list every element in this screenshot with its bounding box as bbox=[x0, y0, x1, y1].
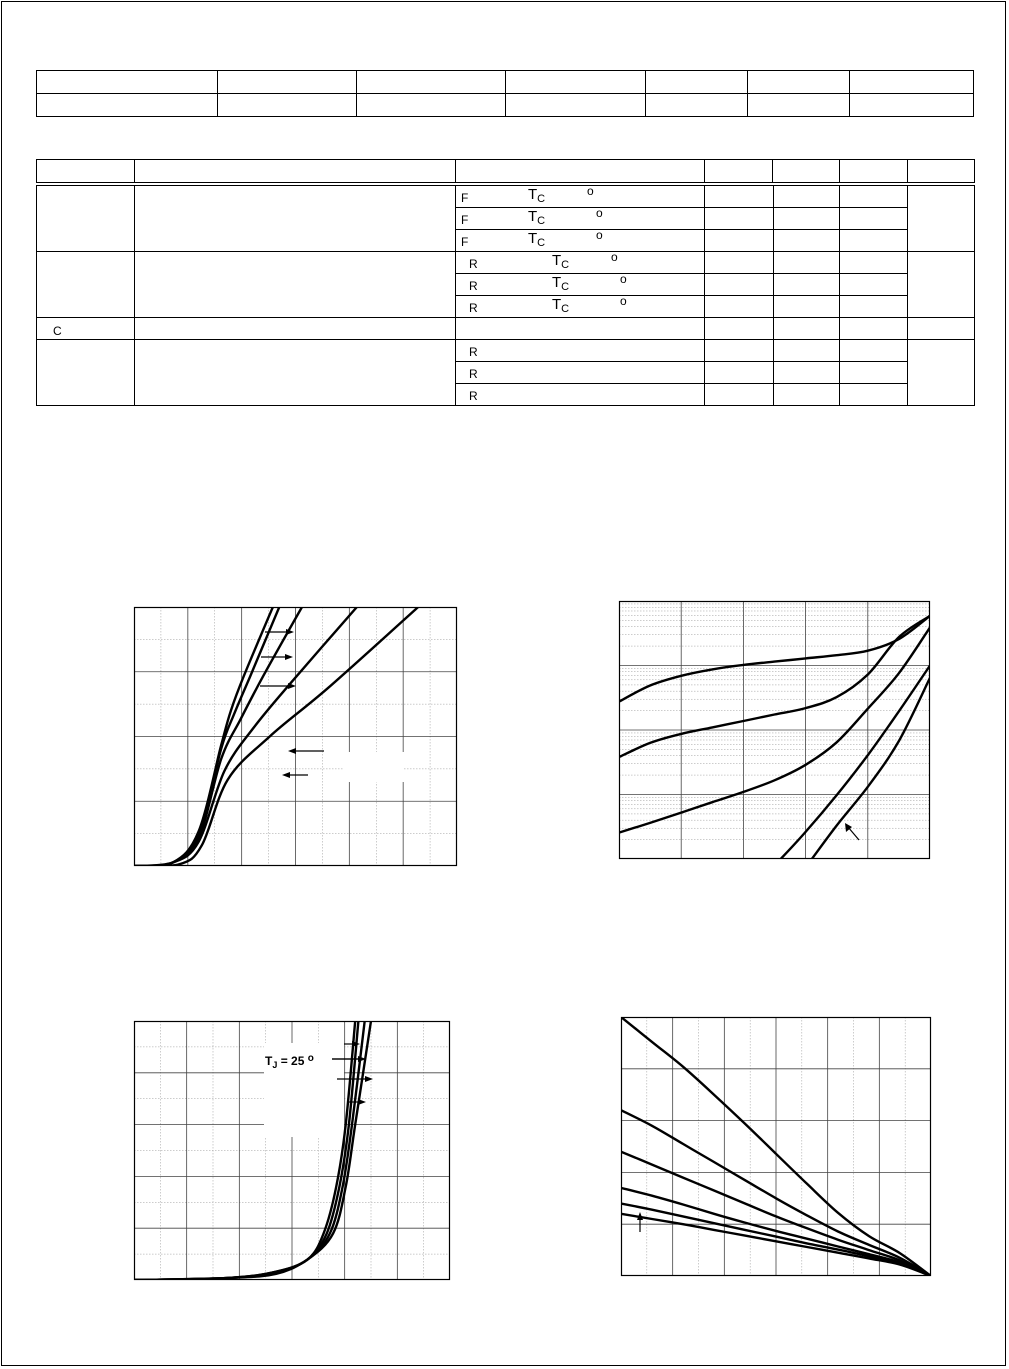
chart-forward-current bbox=[134, 1021, 450, 1280]
tc-label: T bbox=[528, 186, 538, 203]
symbol-label: R bbox=[469, 301, 478, 315]
symbol-label: R bbox=[469, 389, 478, 403]
symbol-label: F bbox=[461, 213, 469, 227]
annotation-arrows bbox=[845, 823, 859, 840]
series-line-2 bbox=[619, 616, 930, 757]
degree-mark: o bbox=[611, 251, 618, 264]
tc-sub: C bbox=[561, 303, 570, 315]
chart-series bbox=[619, 616, 930, 859]
symbol-label: R bbox=[469, 345, 478, 359]
table-row bbox=[37, 318, 975, 340]
degree-mark: o bbox=[620, 273, 627, 286]
ratings-table bbox=[36, 70, 974, 117]
table-row bbox=[37, 186, 975, 208]
table-row bbox=[37, 71, 974, 94]
symbol-label: R bbox=[469, 367, 478, 381]
series-line-1 bbox=[619, 616, 930, 702]
characteristics-header bbox=[36, 159, 975, 183]
series-line-4 bbox=[781, 666, 930, 860]
table-row bbox=[37, 160, 975, 183]
symbol-label: R bbox=[469, 257, 478, 271]
tc-sub: C bbox=[561, 281, 570, 293]
symbol-label: R bbox=[469, 279, 478, 293]
degree-mark: o bbox=[596, 229, 603, 242]
tc-label: T bbox=[528, 230, 538, 247]
annotation-arrows bbox=[637, 1212, 643, 1232]
chart-grid bbox=[134, 607, 457, 866]
table-row bbox=[37, 340, 975, 362]
degree-mark: o bbox=[587, 185, 594, 198]
tc-sub: C bbox=[537, 237, 546, 249]
label-mask bbox=[344, 752, 404, 782]
symbol-label: F bbox=[461, 235, 469, 249]
tc-sub: C bbox=[537, 215, 546, 227]
characteristics-table bbox=[36, 185, 975, 406]
tc-sub: C bbox=[561, 259, 570, 271]
tc-label: T bbox=[528, 208, 538, 225]
annotation-arrows bbox=[260, 629, 324, 778]
tj-label: $T_J = 25$ $^o$ bbox=[265, 1053, 314, 1070]
chart-grid bbox=[619, 601, 930, 859]
table-row bbox=[37, 94, 974, 117]
degree-mark: o bbox=[620, 295, 627, 308]
tc-label: T bbox=[552, 252, 562, 269]
capacitance-symbol: C bbox=[53, 324, 62, 338]
chart-capacitance bbox=[621, 1017, 931, 1276]
tc-label: T bbox=[552, 274, 562, 291]
tc-sub: C bbox=[537, 193, 546, 205]
table-row bbox=[37, 252, 975, 274]
chart-forward-voltage bbox=[134, 607, 457, 866]
symbol-label: F bbox=[461, 191, 469, 205]
tc-label: T bbox=[552, 296, 562, 313]
degree-mark: o bbox=[596, 207, 603, 220]
chart-reverse-current bbox=[619, 601, 930, 859]
